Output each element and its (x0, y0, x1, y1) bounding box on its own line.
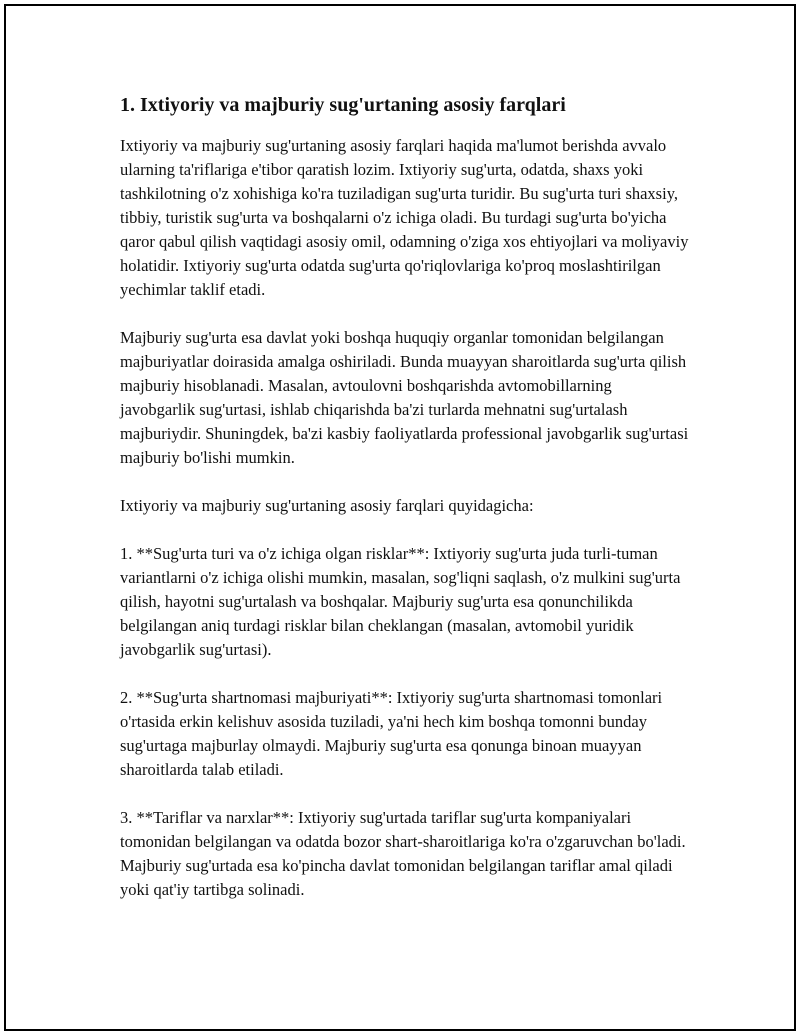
document-page (4, 4, 796, 1031)
paragraph-difference-1: 1. **Sug'urta turi va o'z ichiga olgan risklar**: Ixtiyoriy sug'urta juda turli-tuman variantlarni o'z ichiga olishi mumkin, masalan, sog'liqni saqlash, o'z mulkini sug'urta qilish, hayotni sug'urtalash va boshqalar. Majburiy sug'urta esa qonunchilikda belgilangan aniq turdagi risklar bilan cheklangan (masalan, avtomobil yuridik javobgarlik sug'urtasi). (120, 544, 681, 659)
paragraph-difference-2: 2. **Sug'urta shartnomasi majburiyati**: Ixtiyoriy sug'urta shartnomasi tomonlari o'rtasida erkin kelishuv asosida tuziladi, ya'ni hech kim boshqa tomonni bunday sug'urtaga majburlay olmaydi. Majburiy sug'urta esa qonunga binoan muayyan sharoitlarda talab etiladi. (120, 688, 663, 779)
paragraph-mandatory-definition: Majburiy sug'urta esa davlat yoki boshqa huquqiy organlar tomonidan belgilangan majburiyatlar doirasida amalga oshiriladi. Bunda muayyan sharoitlarda sug'urta qilish majburiy hisoblanadi. Masalan, avtoulovni boshqarishda avtomobillarning javobgarlik sug'urtasi, ishlab chiqarishda ba'zi turlarda mehnatni sug'urtalash majburiydir. Shuningdek, ba'zi kasbiy faoliyatlarda professional javobgarlik sug'urtasi majburiy bo'lishi mumkin. (120, 328, 689, 467)
document-content (120, 92, 690, 926)
paragraph-differences-intro: Ixtiyoriy va majburiy sug'urtaning asosiy farqlari quyidagicha: (120, 496, 534, 515)
paragraph-voluntary-definition: Ixtiyoriy va majburiy sug'urtaning asosiy farqlari haqida ma'lumot berishda avvalo ularning ta'riflariga e'tibor qaratish lozim. Ixtiyoriy sug'urta, odatda, shaxs yoki tashkilotning o'z xohishiga ko'ra tuziladigan sug'urta turidir. Bu sug'urta turi shaxsiy, tibbiy, turistik sug'urta va boshqalarni o'z ichiga oladi. Bu turdagi sug'urta bo'yicha qaror qabul qilish vaqtidagi asosiy omil, odamning o'ziga xos ehtiyojlari va moliyaviy holatidir. Ixtiyoriy sug'urta odatda sug'urta qo'riqlovlariga ko'proq moslashtirilgan yechimlar taklif etadi. (120, 136, 689, 299)
section-title: 1. Ixtiyoriy va majburiy sug'urtaning asosiy farqlari (120, 94, 566, 116)
paragraph-difference-3: 3. **Tariflar va narxlar**: Ixtiyoriy sug'urtada tariflar sug'urta kompaniyalari tomonidan belgilangan va odatda bozor shart-sharoitlariga ko'ra o'zgaruvchan bo'ladi. Majburiy sug'urtada esa ko'pincha davlat tomonidan belgilangan tariflar amal qiladi yoki qat'iy tartibga solinadi. (120, 808, 686, 899)
